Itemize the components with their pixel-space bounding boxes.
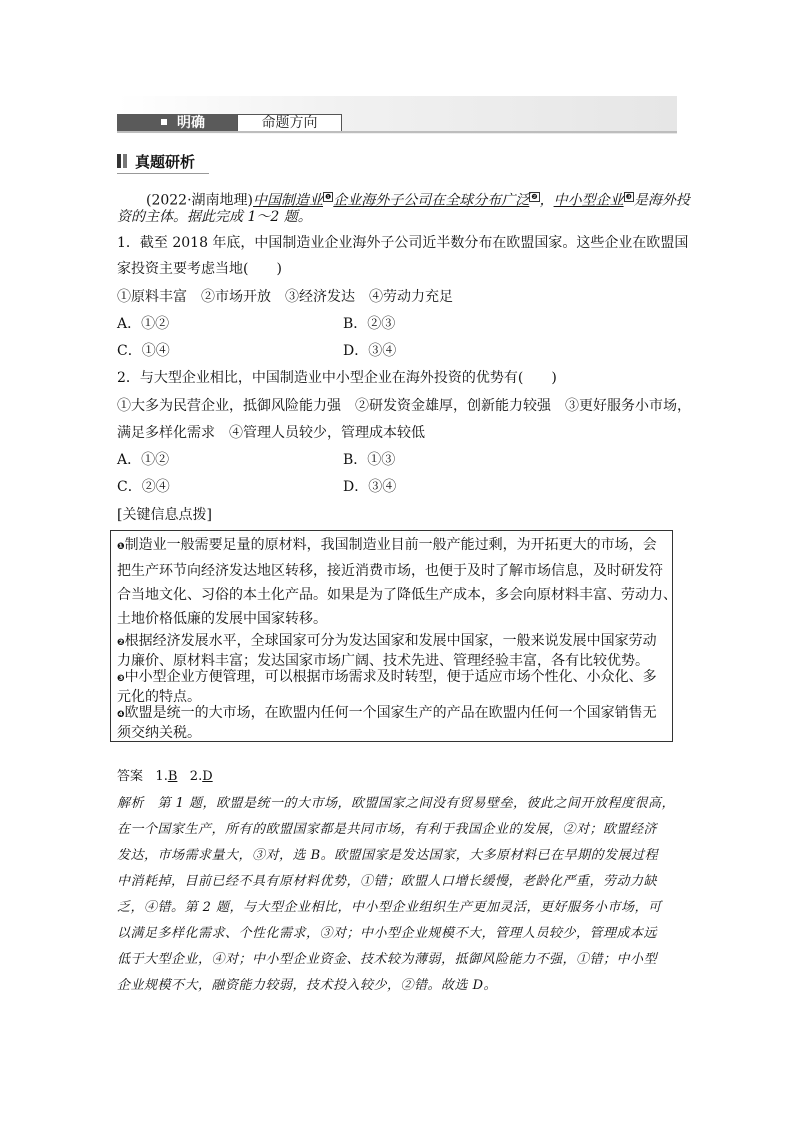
key-marker-1: ❶ [117, 542, 125, 552]
answer-q1: B [167, 769, 178, 784]
header-rule [117, 131, 677, 133]
answer-q2: D [202, 769, 213, 784]
key-marker-2: ❷ [117, 638, 125, 648]
q1-items: ①原料丰富 ②市场开放 ③经济发达 ④劳动力充足 [117, 289, 453, 305]
section-underline [117, 173, 209, 174]
section-title-label: 真题研析 [135, 153, 196, 171]
analysis-line-5: 乏，④错。第 2 题，与大型企业相比，中小型企业组织生产更加灵活，更好服务小市场，可 [117, 900, 662, 915]
answer-line [117, 768, 213, 786]
key-info-p4 [117, 704, 657, 742]
section-title [117, 152, 195, 172]
key-info-p1 [117, 533, 677, 631]
key-p2-line-2: 力廉价、原材料丰富；发达国家市场广阔、技术先进、管理经验丰富，各有比较优势。 [117, 653, 649, 669]
intro-line-2: 资的主体。据此完成 1～2 题。 [117, 209, 312, 225]
q2-items-line-2: 满足多样化需求 ④管理人员较少，管理成本较低 [117, 425, 425, 441]
analysis-line-2: 在一个国家生产，所有的欧盟国家都是共同市场，有利于我国企业的发展，②对；欧盟经济 [117, 822, 658, 837]
intro-phrase-3: 中小型企业 [553, 192, 624, 209]
key-marker-3: ❸ [117, 674, 125, 684]
key-p4-line-1: 欧盟是统一的大市场，在欧盟内任何一个国家生产的产品在欧盟内任何一个国家销售无 [124, 705, 657, 721]
marker-1: ❶ [325, 193, 332, 201]
section-bars-icon [117, 153, 129, 173]
marker-3: ❸ [625, 193, 632, 201]
header-tab-primary [117, 114, 237, 132]
key-p1-line-1: 制造业一般需要足量的原材料，我国制造业目前一般产能过剩，为开拓更大的市场，会 [124, 537, 657, 553]
answer-label: 答案 [117, 769, 144, 784]
intro-phrase-2: 企业海外子公司在全球分布广泛 [333, 192, 530, 209]
key-p2-line-1: 根据经济发展水平，全球国家可分为发达国家和发展中国家，一般来说发展中国家劳动 [124, 633, 657, 649]
q1-option-d: D．③④ [343, 343, 397, 359]
intro-phrase-1: 中国制造业 [253, 192, 324, 209]
answer-q1-num: 1. [155, 769, 168, 784]
q2-option-b: B．①③ [343, 452, 396, 468]
analysis [117, 791, 675, 999]
header-tab-primary-label: 明确 [177, 115, 205, 131]
analysis-line-7: 低于大型企业，④对；中小型企业资金、技术较为薄弱，抵御风险能力不强，①错；中小型 [117, 952, 658, 967]
analysis-line-3: 发达，市场需求量大，③对，选 B。欧盟国家是发达国家，大多原材料已在早期的发展过程 [117, 848, 659, 863]
q1-option-a: A．①② [117, 316, 170, 332]
analysis-line-6: 以满足多样化需求、个性化需求，③对；中小型企业规模不大，管理人员较少，管理成本远 [117, 926, 658, 941]
q2-option-d: D．③④ [343, 479, 397, 495]
analysis-line-1: 解析 第 1 题，欧盟是统一的大市场，欧盟国家之间没有贸易壁垒，彼此之间开放程度很高， [117, 796, 676, 811]
key-info-heading: [关键信息点拨] [117, 507, 212, 523]
q2-option-a: A．①② [117, 452, 170, 468]
q1-stem-line-1: 1．截至 2018 年底，中国制造业企业海外子公司近半数分布在欧盟国家。这些企业在欧盟国 [117, 235, 689, 251]
analysis-line-8: 企业规模不大，融资能力较弱，技术投入较少，②错。故选 D。 [117, 978, 498, 993]
intro-comma: ， [539, 192, 554, 209]
q1-option-c: C．①④ [117, 343, 170, 359]
key-marker-4: ❹ [117, 710, 125, 720]
key-p4-line-2: 须交纳关税。 [117, 725, 201, 741]
q2-stem: 2．与大型企业相比，中国制造业中小型企业在海外投资的优势有( ) [117, 370, 557, 386]
q2-items-line-1: ①大多为民营企业，抵御风险能力强 ②研发资金雄厚，创新能力较强 ③更好服务小市场， [117, 398, 691, 414]
key-p1-line-4: 土地价格低廉的发展中国家转移。 [117, 611, 327, 627]
q2-option-c: C．②④ [117, 479, 170, 495]
key-info-p2 [117, 632, 657, 670]
key-p3-line-2: 元化的特点。 [117, 689, 201, 705]
key-p1-line-2: 把生产环节向经济发达地区转移，接近消费市场，也便于及时了解市场信息，及时研发符 [117, 563, 663, 579]
q1-stem-line-2: 家投资主要考虑当地( ) [117, 261, 282, 277]
answer-q2-num: 2. [189, 769, 203, 784]
analysis-line-4: 中消耗掉，目前已经不具有原材料优势，①错；欧盟人口增长缓慢，老龄化严重，劳动力缺 [117, 874, 658, 889]
key-p3-line-1: 中小型企业方便管理，可以根据市场需求及时转型，便于适应市场个性化、小众化、多 [124, 669, 657, 685]
header-tab-secondary: 命题方向 [237, 114, 342, 132]
marker-2: ❷ [531, 193, 538, 201]
source-tag: (2022·湖南地理) [146, 192, 254, 209]
square-bullet-icon [161, 119, 167, 125]
key-info-p3 [117, 668, 657, 706]
intro-phrase-4: 是海外投 [633, 192, 690, 209]
q1-option-b: B．②③ [343, 316, 396, 332]
key-p1-line-3: 合当地文化、习俗的本土化产品。如果是为了降低生产成本，多会向原材料丰富、劳动力、 [117, 587, 677, 603]
